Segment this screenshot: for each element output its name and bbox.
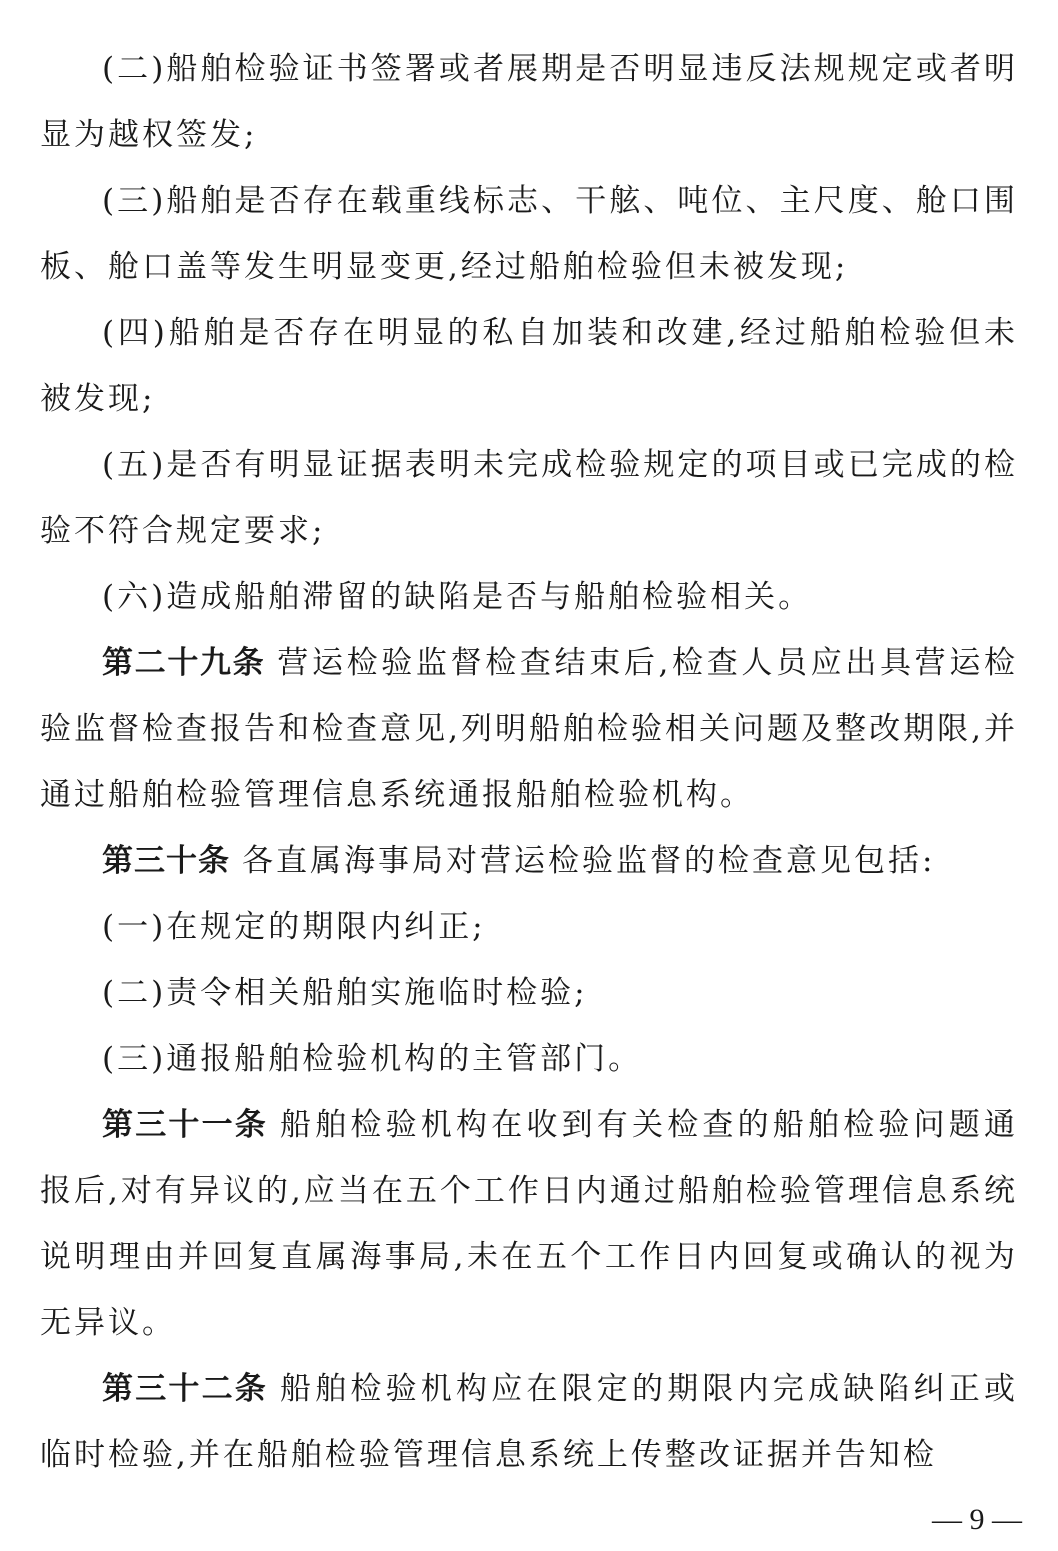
article-text: 船舶检验机构应在限定的期限内完成缺陷纠正或临时检验,并在船舶检验管理信息系统上传整改证据并告知检 xyxy=(40,1371,1018,1473)
paragraph-item-5 xyxy=(40,432,1018,564)
paragraph-text: (一)在规定的期限内纠正; xyxy=(102,909,486,945)
paragraph-item-3b xyxy=(40,1026,1018,1092)
article-31 xyxy=(40,1092,1018,1356)
article-label: 第三十二条 xyxy=(102,1371,268,1407)
article-text: 各直属海事局对营运检验监督的检查意见包括: xyxy=(242,843,936,879)
article-text: 船舶检验机构在收到有关检查的船舶检验问题通报后,对有异议的,应当在五个工作日内通过船舶检验管理信息系统说明理由并回复直属海事局,未在五个工作日内回复或确认的视为无异议。 xyxy=(40,1107,1018,1341)
article-label: 第三十条 xyxy=(102,843,230,879)
article-text: 营运检验监督检查结束后,检查人员应出具营运检验监督检查报告和检查意见,列明船舶检验相关问题及整改期限,并通过船舶检验管理信息系统通报船舶检验机构。 xyxy=(40,645,1018,813)
article-label: 第二十九条 xyxy=(102,645,266,681)
paragraph-item-1 xyxy=(40,894,1018,960)
article-30 xyxy=(40,828,1018,894)
paragraph-item-2b xyxy=(40,960,1018,1026)
paragraph-item-6 xyxy=(40,564,1018,630)
paragraph-text: (六)造成船舶滞留的缺陷是否与船舶检验相关。 xyxy=(102,579,813,615)
paragraph-text: (五)是否有明显证据表明未完成检验规定的项目或已完成的检验不符合规定要求; xyxy=(40,447,1018,549)
paragraph-text: (四)船舶是否存在明显的私自加装和改建,经过船舶检验但未被发现; xyxy=(40,315,1018,417)
article-32 xyxy=(40,1356,1018,1488)
paragraph-text: (二)船舶检验证书签署或者展期是否明显违反法规规定或者明显为越权签发; xyxy=(40,51,1018,153)
paragraph-item-3 xyxy=(40,168,1018,300)
article-label: 第三十一条 xyxy=(102,1107,268,1143)
paragraph-text: (三)通报船舶检验机构的主管部门。 xyxy=(102,1041,643,1077)
paragraph-item-2 xyxy=(40,36,1018,168)
document-body xyxy=(40,36,1018,1488)
paragraph-text: (三)船舶是否存在载重线标志、干舷、吨位、主尺度、舱口围板、舱口盖等发生明显变更,经过船舶检验但未被发现; xyxy=(40,183,1018,285)
paragraph-text: (二)责令相关船舶实施临时检验; xyxy=(102,975,588,1011)
article-29 xyxy=(40,630,1018,828)
page-number: — 9 — xyxy=(932,1503,1022,1536)
paragraph-item-4 xyxy=(40,300,1018,432)
